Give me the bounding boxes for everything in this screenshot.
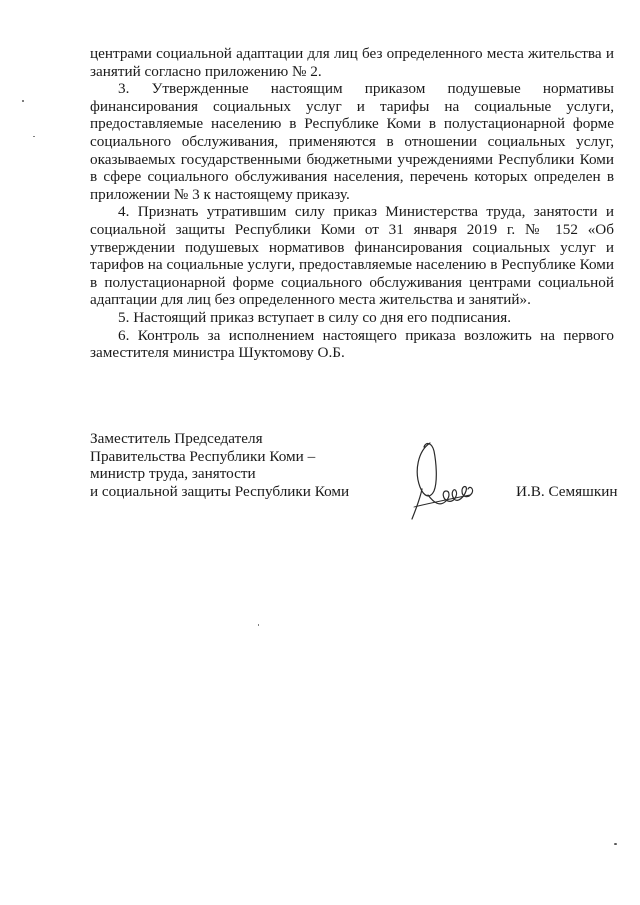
signatory-title-line: и социальной защиты Республики Коми [90, 482, 350, 500]
paragraph-4: 4. Признать утратившим силу приказ Министерства труда, занятости и социальной защиты Республики Коми от 31 января 2019 г. № 152 «Об утверждении подушевых нормативов финансирования социальных услуг и тарифов на социальные услуги, предоставляемые населению в Республике Коми в полустационарной форме социального обслуживания центрами социальной адаптации для лиц без определенного места жительства и занятий». [90, 203, 614, 309]
scan-speck [614, 843, 617, 845]
signatory-title-line: министр труда, занятости [90, 465, 256, 483]
scan-speck [33, 136, 35, 137]
scan-speck [258, 624, 259, 626]
signatory-title-line: Заместитель Председателя [90, 430, 263, 447]
signatory-title-line: Правительства Республики Коми – [90, 447, 316, 465]
scan-speck [22, 100, 24, 102]
signatory-name: И.В. Семяшкин [516, 483, 618, 500]
document-body [90, 45, 614, 362]
handwritten-signature [400, 437, 480, 523]
signatory-title [90, 430, 390, 500]
paragraph-continuation: центрами социальной адаптации для лиц без определенного места жительства и занятий согласно приложению № 2. [90, 45, 614, 80]
paragraph-3: 3. Утвержденные настоящим приказом подушевые нормативы финансирования социальных услуг и тарифы на социальные услуги, предоставляемые населению в Республике Коми в полустационарной форме социального обслуживания, применяются в отношении социальных услуг, оказываемых государственными бюджетными учреждениями Республики Коми в сфере социального обслуживания населения, перечень которых определен в приложении № 3 к настоящему приказу. [90, 80, 614, 203]
paragraph-6: 6. Контроль за исполнением настоящего приказа возложить на первого заместителя министра Шуктомову О.Б. [90, 326, 614, 362]
paragraph-5: 5. Настоящий приказ вступает в силу со дня его подписания. [118, 308, 512, 326]
